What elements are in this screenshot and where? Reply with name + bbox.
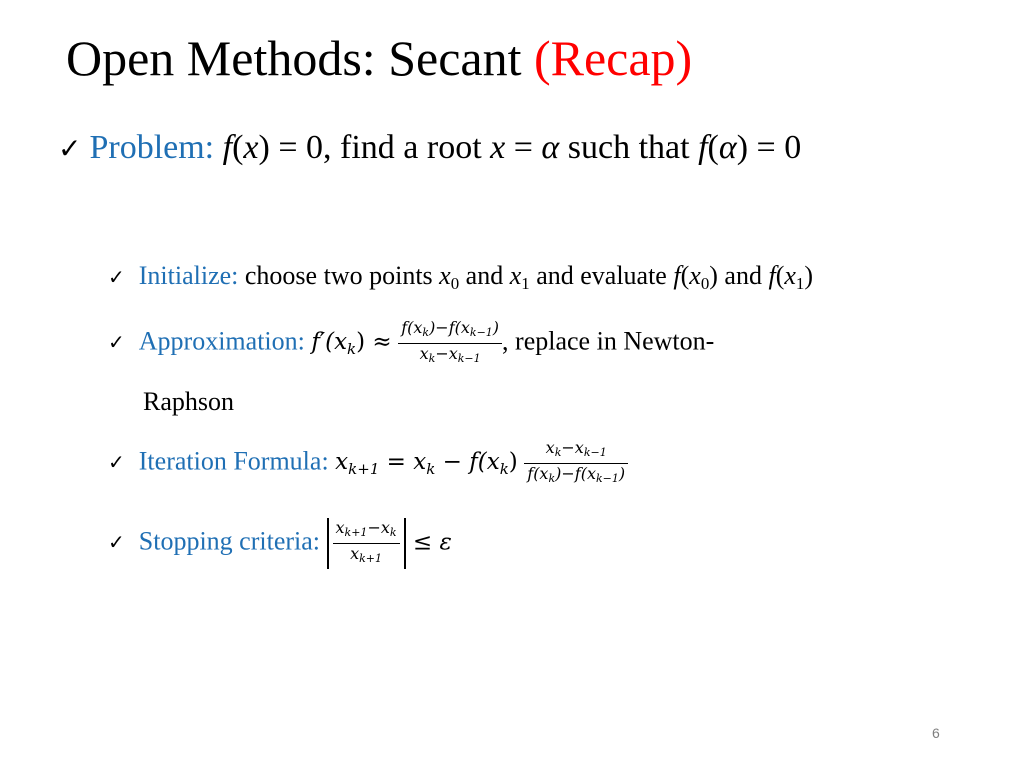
iteration-fraction [524, 438, 628, 489]
iter-eq: = x [379, 449, 427, 476]
iter-den-s2: k−1 [595, 472, 619, 485]
iteration-lhs [335, 449, 518, 479]
title-accent: (Recap) [533, 30, 693, 86]
checkmark-icon: ✓ [108, 265, 125, 289]
problem-alpha2: α [718, 129, 737, 166]
approx-num-s1: k [422, 326, 430, 339]
iter-num-mid: −x [561, 438, 584, 457]
init-x1b: x [784, 261, 796, 290]
iter-den-close: ) [618, 464, 626, 483]
bullet-stopping [108, 518, 452, 569]
approximation-line2: Raphson [143, 387, 234, 416]
problem-x: x [243, 129, 259, 166]
iter-num-s1: k [554, 446, 562, 459]
init-close: ) [804, 261, 814, 290]
init-sub1b: 1 [795, 274, 805, 294]
iter-x: x [335, 449, 349, 476]
approx-num-mid: )−f(x [429, 318, 470, 337]
approx-den-a: x [419, 344, 429, 363]
bullet-iteration [108, 438, 628, 489]
init-sub1: 1 [521, 274, 530, 294]
iter-num-s2: k−1 [583, 446, 607, 459]
stop-num-s1: k+1 [344, 526, 368, 539]
approx-denominator [417, 344, 484, 369]
checkmark-icon: ✓ [108, 330, 125, 355]
init-sub0b: 0 [700, 274, 710, 294]
initialize-text-1: choose two points [238, 261, 440, 290]
checkmark-icon: ✓ [108, 450, 125, 475]
problem-such-that: such that [559, 129, 699, 166]
problem-statement: ✓ Problem: f(x) = 0, find a root x = α such that f(α) = 0 [58, 129, 802, 166]
absolute-value-bars [327, 518, 406, 569]
stop-den-s: k+1 [359, 552, 382, 565]
approx-num-s2: k−1 [469, 326, 493, 339]
stopping-fraction [333, 518, 400, 569]
stop-denominator [347, 544, 385, 569]
init-and1: and [459, 261, 510, 290]
iter-x-sub: k+1 [348, 460, 380, 479]
iter-close: ) [508, 449, 518, 476]
approx-num-close: ) [492, 318, 500, 337]
problem-eq: = [505, 129, 542, 166]
iter-den-mid: )−f(x [555, 464, 596, 483]
initialize-label: Initialize: [138, 261, 239, 290]
approx-den-s2: k−1 [457, 352, 481, 365]
stop-num-a: x [335, 518, 345, 537]
approx-lhs-close: ) ≈ [356, 329, 392, 356]
init-x1: x [509, 261, 522, 290]
problem-f2: f [698, 129, 708, 166]
problem-label: Problem: [89, 129, 215, 166]
slide-title [66, 28, 692, 88]
checkmark-icon: ✓ [108, 530, 125, 555]
stop-num-s2: k [389, 526, 397, 539]
problem-x2: x [490, 129, 506, 166]
iter-num-a: x [545, 438, 555, 457]
init-text2: and evaluate [529, 261, 674, 290]
iter-numerator [543, 438, 610, 463]
problem-f: f [222, 129, 233, 166]
iter-minus-sub: k [499, 460, 509, 479]
approximation-fraction [398, 318, 502, 369]
init-f2: f [768, 261, 776, 290]
approx-lhs-text: f′(x [311, 329, 348, 356]
init-x0: x [439, 261, 451, 290]
approx-den-s1: k [428, 352, 436, 365]
init-x0b: x [689, 261, 701, 290]
iter-den-s1: k [548, 472, 556, 485]
approx-lhs-sub: k [347, 340, 357, 359]
problem-eq-end: ) = 0 [736, 129, 802, 166]
checkmark-icon: ✓ [58, 132, 82, 165]
approximation-trail: , replace in Newton- [502, 326, 715, 356]
approximation-lhs [311, 329, 392, 359]
problem-alpha: α [541, 129, 560, 166]
approx-den-mid: −x [435, 344, 458, 363]
iteration-label: Iteration Formula: [138, 446, 329, 476]
stopping-rhs: ≤ ε [405, 529, 452, 556]
iter-minus: − f(x [435, 449, 500, 476]
approximation-label: Approximation: [138, 326, 305, 356]
title-main: Open Methods: Secant [66, 30, 534, 86]
init-sub0: 0 [450, 274, 460, 294]
stop-num-mid: −x [367, 518, 390, 537]
init-f1: f [673, 261, 681, 290]
stop-den-a: x [350, 544, 360, 563]
iter-den-a: f(x [527, 464, 549, 483]
bullet-approximation [108, 318, 714, 369]
init-and2: ) and [709, 261, 769, 290]
approx-numerator [398, 318, 502, 343]
iter-eq-sub: k [426, 460, 436, 479]
stop-numerator [333, 518, 400, 543]
approx-num-a: f(x [401, 318, 423, 337]
iter-denominator [524, 464, 628, 489]
problem-text-1: ) = 0, find a root [258, 129, 491, 166]
page-number: 6 [932, 725, 940, 741]
bullet-initialize: ✓ Initialize: choose two points $x_0$ and $x_1$ and evaluate $f(x_0)$ and $f(x_1)$ [108, 261, 814, 294]
stopping-label: Stopping criteria: [138, 526, 321, 556]
